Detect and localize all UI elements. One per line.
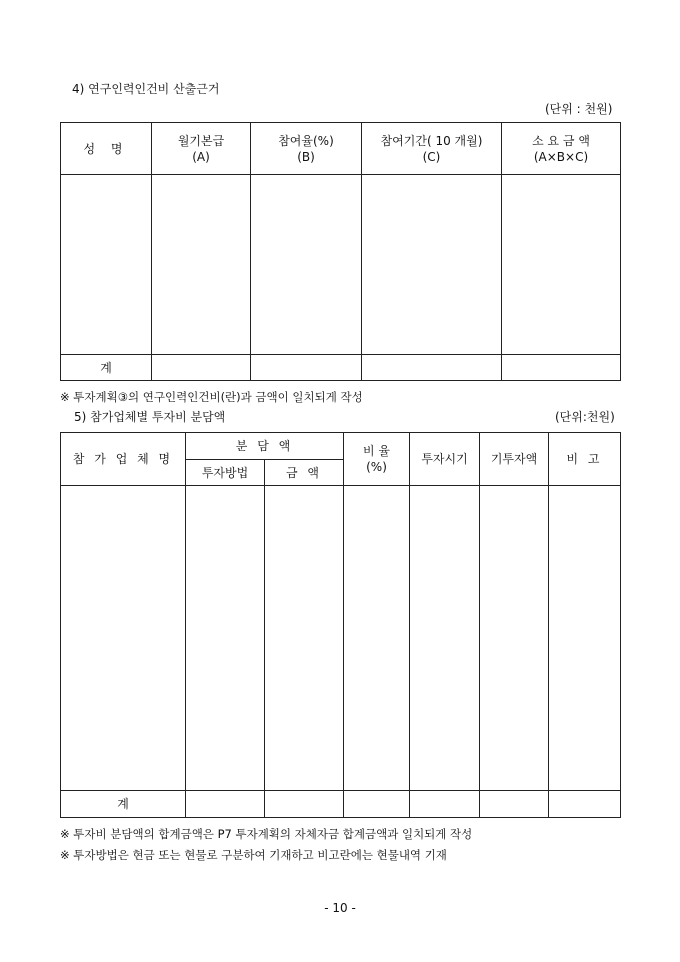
page-number: - 10 - xyxy=(324,901,356,915)
header-name: 성 명 xyxy=(61,123,152,175)
cell-ratio[interactable] xyxy=(344,486,410,791)
section4-title: 4) 연구인력인건비 산출근거 xyxy=(72,82,220,96)
cell-participation-period[interactable] xyxy=(362,175,502,355)
total-row xyxy=(61,355,621,381)
section5-note-1: ※ 투자비 분담액의 합계금액은 P7 투자계획의 자체자금 합계금액과 일치되게 작성 xyxy=(60,827,473,841)
total-label: 계 xyxy=(61,355,152,381)
total-participation-rate[interactable] xyxy=(251,355,362,381)
cell-prior-investment[interactable] xyxy=(480,486,549,791)
total-remarks[interactable] xyxy=(549,791,621,818)
header-remarks: 비 고 xyxy=(549,433,621,486)
cell-monthly-salary[interactable] xyxy=(152,175,251,355)
header-ratio: 비 율 (%) xyxy=(344,433,410,486)
total-required-amount[interactable] xyxy=(502,355,621,381)
cell-amount[interactable] xyxy=(265,486,344,791)
cell-name[interactable] xyxy=(61,175,152,355)
total-label: 계 xyxy=(61,791,186,818)
header-required-amount: 소 요 금 액 (A×B×C) xyxy=(502,123,621,175)
total-participation-period[interactable] xyxy=(362,355,502,381)
investment-share-table xyxy=(60,432,621,818)
header-company: 참 가 업 체 명 xyxy=(61,433,186,486)
total-ratio[interactable] xyxy=(344,791,410,818)
personnel-table-header-row xyxy=(61,123,621,175)
cell-required-amount[interactable] xyxy=(502,175,621,355)
cell-timing[interactable] xyxy=(410,486,480,791)
table-row xyxy=(61,486,621,791)
personnel-cost-table xyxy=(60,122,621,381)
header-timing: 투자시기 xyxy=(410,433,480,486)
header-investment-method: 투자방법 xyxy=(186,460,265,486)
total-timing[interactable] xyxy=(410,791,480,818)
cell-investment-method[interactable] xyxy=(186,486,265,791)
header-share-group: 분 담 액 xyxy=(186,433,344,460)
total-row xyxy=(61,791,621,818)
section4-unit: (단위 : 천원) xyxy=(545,102,613,116)
header-participation-rate: 참여율(%) (B) xyxy=(251,123,362,175)
section5-unit: (단위:천원) xyxy=(555,410,615,424)
header-amount: 금 액 xyxy=(265,460,344,486)
header-monthly-salary: 월기본급 (A) xyxy=(152,123,251,175)
total-monthly-salary[interactable] xyxy=(152,355,251,381)
total-investment-method[interactable] xyxy=(186,791,265,818)
cell-participation-rate[interactable] xyxy=(251,175,362,355)
section4-note: ※ 투자계획③의 연구인력인건비(란)과 금액이 일치되게 작성 xyxy=(60,390,363,404)
table-row xyxy=(61,175,621,355)
share-table-header-row1 xyxy=(61,433,621,460)
section5-note-2: ※ 투자방법은 현금 또는 현물로 구분하여 기재하고 비고란에는 현물내역 기재 xyxy=(60,848,447,862)
section5-title: 5) 참가업체별 투자비 분담액 xyxy=(74,410,226,424)
cell-remarks[interactable] xyxy=(549,486,621,791)
cell-company[interactable] xyxy=(61,486,186,791)
header-prior-investment: 기투자액 xyxy=(480,433,549,486)
header-participation-period: 참여기간( 10 개월) (C) xyxy=(362,123,502,175)
total-prior-investment[interactable] xyxy=(480,791,549,818)
total-amount[interactable] xyxy=(265,791,344,818)
